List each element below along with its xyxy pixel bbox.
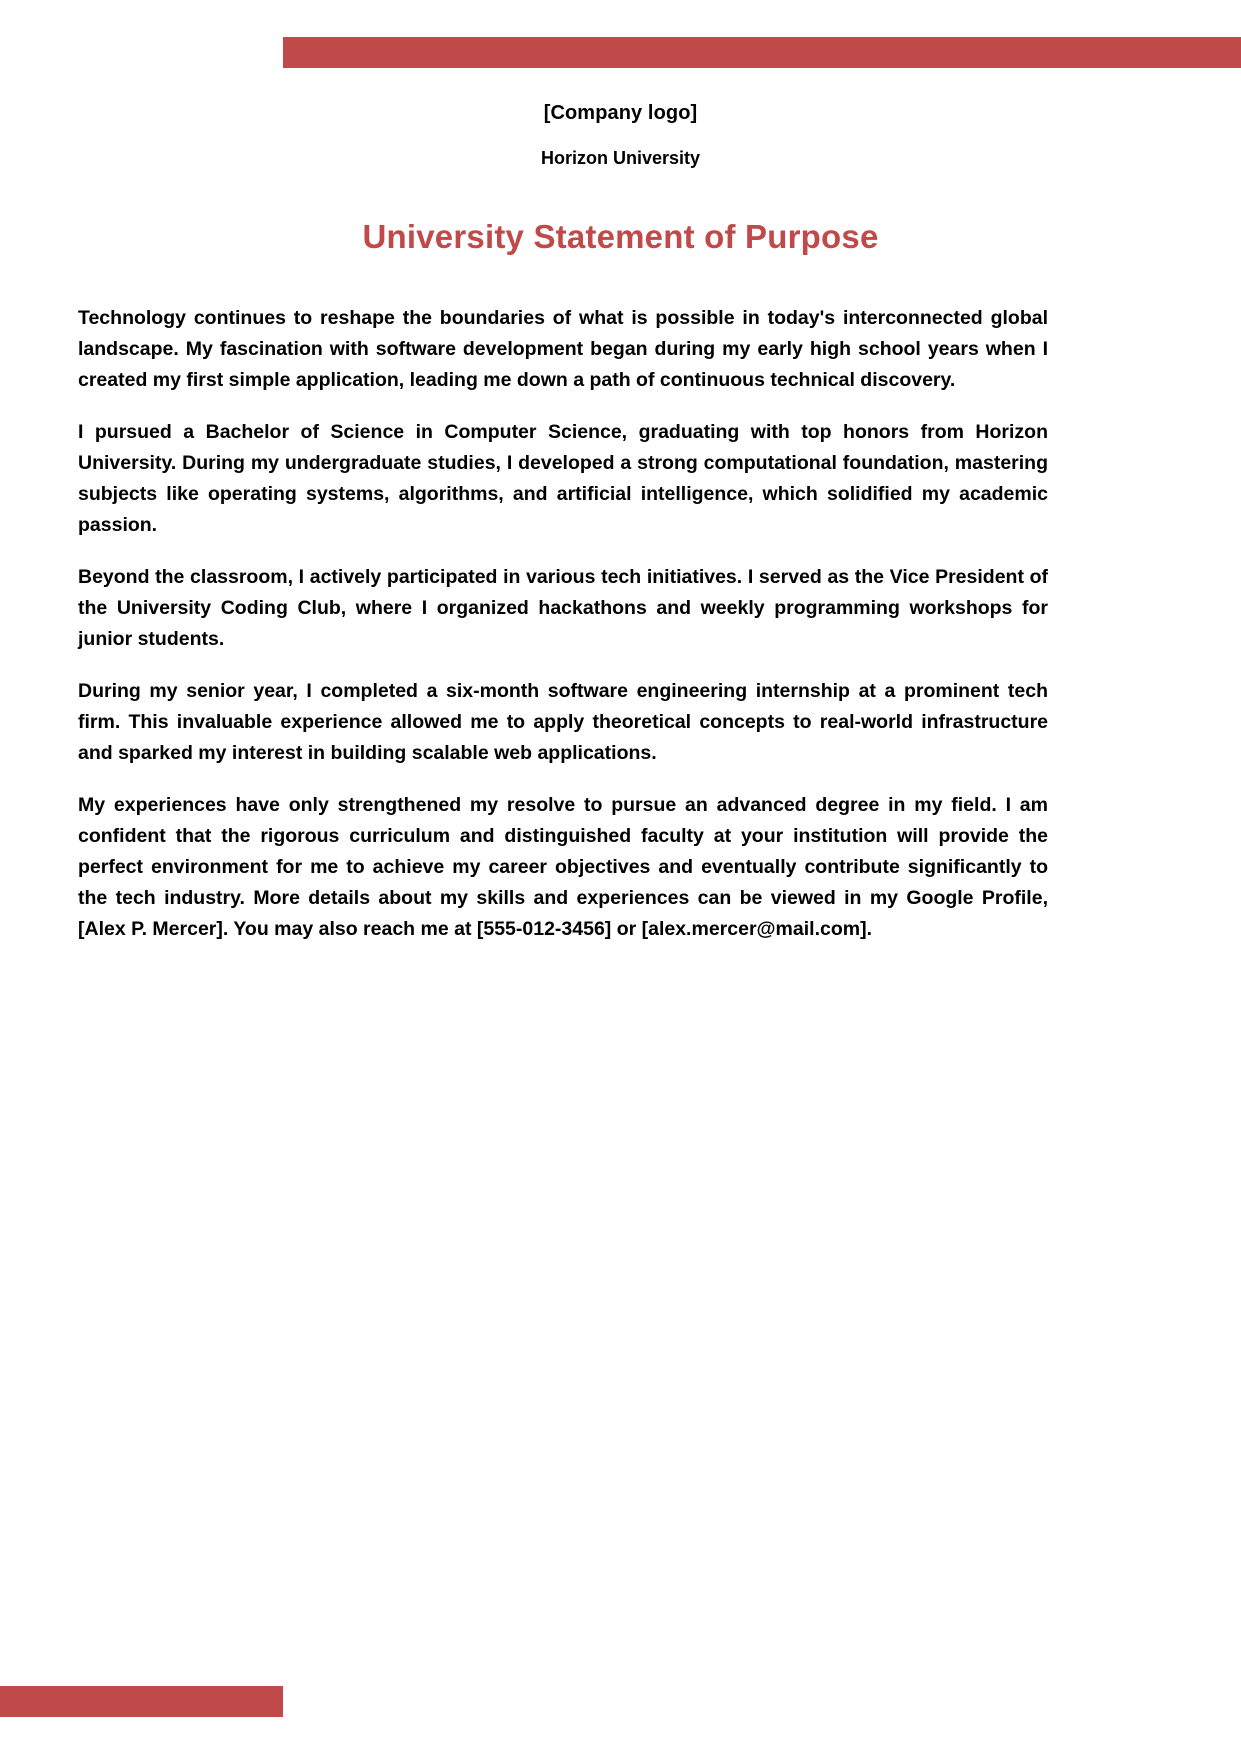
document-body xyxy=(78,303,1048,945)
top-accent-bar xyxy=(283,37,1241,68)
body-paragraph: My experiences have only strengthened my resolve to pursue an advanced degree in my field. I am confident that the rigorous curriculum and distinguished faculty at your institution will provide the perfect environment for me to achieve my career objectives and eventually contribute significantly to the tech industry. More details about my skills and experiences can be viewed in my Google Profile, [Alex P. Mercer]. You may also reach me at [555-012-3456] or [alex.mercer@mail.com]. xyxy=(78,794,1048,940)
organization-name: Horizon University xyxy=(540,148,701,168)
body-paragraph: Beyond the classroom, I actively participated in various tech initiatives. I served as the Vice President of the University Coding Club, where I organized hackathons and weekly programming workshops for junior students. xyxy=(78,566,1048,650)
body-paragraph: During my senior year, I completed a six-month software engineering internship at a prominent tech firm. This invaluable experience allowed me to apply theoretical concepts to real-world infrastructure and sparked my interest in building scalable web applications. xyxy=(78,680,1048,764)
bottom-accent-bar xyxy=(0,1686,283,1717)
page-title: University Statement of Purpose xyxy=(362,218,879,255)
body-paragraph: Technology continues to reshape the boundaries of what is possible in today's interconnected global landscape. My fascination with software development began during my early high school years when I created my first simple application, leading me down a path of continuous technical discovery. xyxy=(78,307,1048,391)
document-header xyxy=(0,98,1241,172)
company-logo-placeholder: [Company logo] xyxy=(543,102,698,124)
body-paragraph: I pursued a Bachelor of Science in Computer Science, graduating with top honors from Horizon University. During my undergraduate studies, I developed a strong computational foundation, mastering subjects like operating systems, algorithms, and artificial intelligence, which solidified my academic passion. xyxy=(78,421,1048,536)
